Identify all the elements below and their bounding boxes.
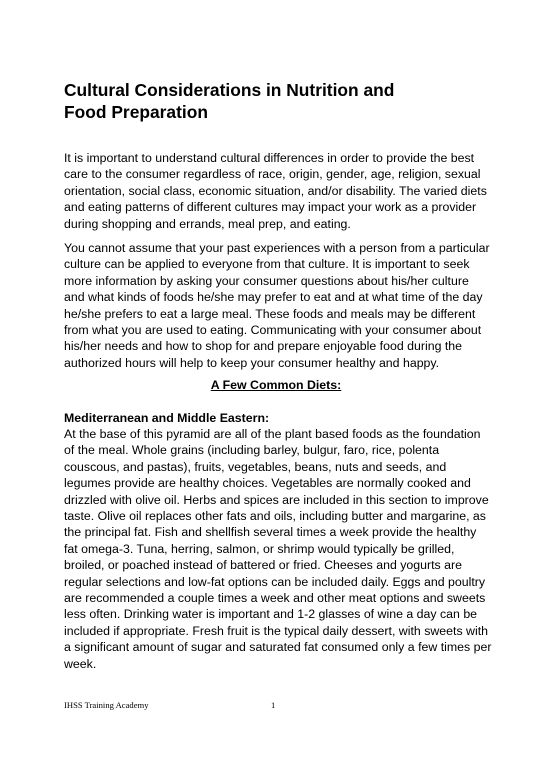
footer-organization: IHSS Training Academy [64, 700, 149, 710]
communication-paragraph: You cannot assume that your past experiences with a person from a particular culture can be applied to everyone from that culture. It is important to seek more information by asking your consumer questions about his/her culture and what kinds of foods he/she may prefer to eat and at what time of the day he/she prefers to eat a large meal. These foods and meals may be different from what you are used to eating. Communicating with your consumer about his/her needs and how to shop for and prepare enjoyable food during the authorized hours will help to keep your consumer healthy and happy. [64, 241, 490, 370]
title-line-1: Cultural Considerations in Nutrition and [64, 80, 395, 100]
diet-heading: Mediterranean and Middle Eastern: [64, 411, 270, 425]
intro-paragraph: It is important to understand cultural differences in order to provide the best care to the consumer regardless of race, origin, gender, age, religion, sexual orientation, social class, economic situation, and/or disability. The varied diets and eating patterns of different cultures may impact your work as a provider during shopping and errands, meal prep, and eating. [64, 151, 487, 231]
page-title [64, 79, 494, 123]
mediterranean-paragraph: At the base of this pyramid are all of the plant based foods as the foundation of the meal. Whole grains (including barley, bulgur, faro, rice, polenta couscous, and pastas), fruits, vegetables, beans, nuts and seeds, and legumes provide are healthy choices. Vegetables are normally cooked and drizzled with olive oil. Herbs and spices are included in this section to improve taste. Olive oil replaces other fats and oils, including butter and margarine, as the principal fat. Fish and shellfish several times a week provide the healthy fat omega-3. Tuna, herring, salmon, or shrimp would typically be grilled, broiled, or poached instead of battered or fried. Cheeses and yogurts are regular selections and low-fat options can be included daily. Eggs and poultry are recommended a couple times a week and other meat options and sweets less often. Drinking water is important and 1-2 glasses of wine a day can be included if appropriate. Fresh fruit is the typical daily dessert, with sweets with a significant amount of sugar and saturated fat consumed only a few times per week. [64, 427, 492, 671]
section-heading: A Few Common Diets: [210, 378, 342, 392]
title-line-2: Food Preparation [64, 102, 208, 122]
footer-page-number: 1 [271, 700, 276, 710]
